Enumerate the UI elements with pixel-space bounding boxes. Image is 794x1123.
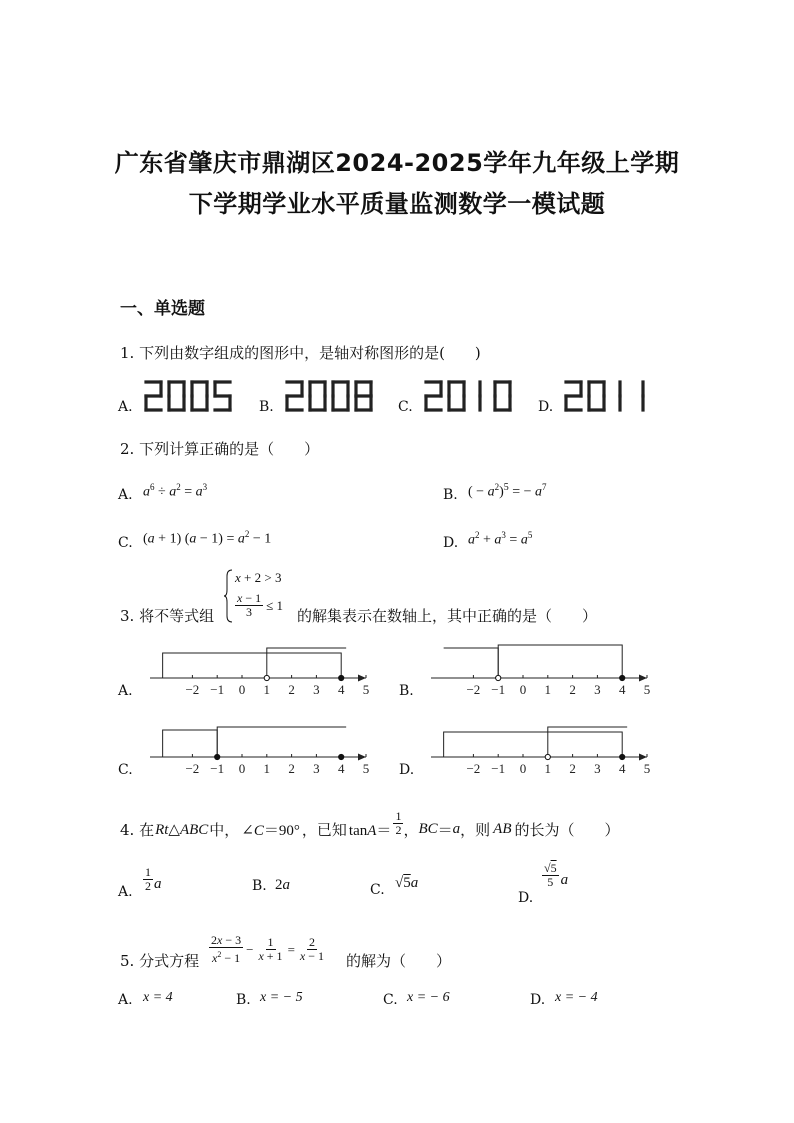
section-heading: 一、单选题 [120,299,205,319]
tick-label: 1 [544,682,552,697]
q4-tan: tanA＝ [348,823,392,839]
tick-label: 1 [263,761,271,776]
digit-glyph [215,382,230,410]
closed-dot [620,754,625,759]
q3-numberline-b [423,640,663,698]
closed-dot [620,675,625,680]
tick-label: 5 [362,682,370,697]
q1-label-a: A. [118,399,133,415]
q4-rt-triangle: Rt△ABC [155,822,209,838]
q2-label-c: C. [118,535,133,551]
tick-label: −2 [185,761,200,776]
q4-ab: AB [493,821,512,837]
q5-option-a: x = 4 [143,990,173,1005]
q3-label-b: B. [399,683,414,699]
tick-label: 5 [643,682,651,697]
q1-stem: 1. 下列由数字组成的图形中，是轴对称图形的是( ) [120,344,481,362]
q1-digits-c [422,378,522,414]
digit-glyph [495,382,510,410]
q4-stem-c: ，已知 [301,821,347,839]
q3-inequality-system: x + 2 > 3 $\frac{x - 1}{3}$ ≤ 1 [224,568,296,624]
q4-stem: 4. 在 Rt△ABC 中， ∠C＝90° ，已知 tanA＝ $\frac{1}{2}$ ， BC ＝ a ，则 AB 的长为（ ） [120,809,620,839]
tick-label: 4 [618,761,626,776]
q3-label-a: A. [118,683,133,699]
digit-glyph [589,382,604,410]
q2-option-b: ( − $a^2)^5$ = − $a^7$ [468,482,547,500]
tick-label: 4 [337,761,345,776]
digit-glyph [192,382,207,410]
tick-label: −2 [185,682,200,697]
q3-label-d: D. [399,762,415,778]
q4-stem-b: 中， [209,821,240,839]
tick-label: 1 [263,682,271,697]
q5-label-c: C. [383,992,398,1008]
q4-stem-f: 的长为（ ） [514,821,620,839]
solution-range [163,730,218,757]
axis-arrow [358,754,366,761]
q1-label-b: B. [259,399,274,415]
tick-label: 2 [288,682,295,697]
solution-range [444,732,623,757]
q4-label-d: D. [518,890,534,906]
tick-label: 4 [337,682,345,697]
digit-glyph [287,382,302,410]
solution-range [217,727,346,757]
q1-label-c: C. [398,399,413,415]
q3-numberline-d [423,719,663,777]
q5-option-d: x = − 4 [555,990,598,1005]
q1-label-d: D. [538,399,554,415]
q2-label-b: B. [443,487,458,503]
q3-numberline-c [142,719,382,777]
q4-stem-a: 4. 在 [120,821,155,839]
digit-glyph [426,382,441,410]
q5-equation: $\frac{2x - 3}{x^2 - 1}$ − $\frac{1}{x + 1}$ = $\frac{2}{x - 1}$ [211,933,325,965]
digit-glyph [310,382,325,410]
q2-option-a: $a^6 \div a^2 = a^3$ [143,482,208,500]
digit-glyph [356,382,371,410]
tick-label: 5 [362,761,370,776]
q4-option-d: $\frac{√5}{5}$ a [544,861,569,889]
q4-label-b: B. [252,878,267,894]
tick-label: −1 [210,682,225,697]
closed-dot [339,754,344,759]
tick-label: 5 [643,761,651,776]
axis-arrow [358,675,366,682]
q3-stem-pre: 3. 将不等式组 [120,607,215,625]
tick-label: 3 [313,682,320,697]
q3-stem-post: 的解集表示在数轴上，其中正确的是（ ） [297,607,598,625]
q3-label-c: C. [118,762,133,778]
tick-label: 2 [569,682,576,697]
q4-option-b: 2a [275,877,290,893]
q4-tan-value: $\frac{1}{2}$ [395,809,402,837]
q1-digits-d [562,378,662,414]
digit-glyph [146,382,161,410]
q4-stem-e: ，则 [460,821,491,839]
q1-digits-a [142,378,242,414]
q2-option-d: $a^2 + a^3 = a^5$ [468,530,533,548]
q4-label-a: A. [118,884,133,900]
closed-dot [339,675,344,680]
tick-label: 2 [569,761,576,776]
tick-label: 3 [313,761,320,776]
q5-label-b: B. [236,992,251,1008]
open-dot [545,754,550,759]
axis-arrow [639,754,647,761]
q2-label-a: A. [118,487,133,503]
digit-glyph [333,382,348,410]
tick-label: 0 [519,682,527,697]
q5-option-c: x = − 6 [407,990,450,1005]
q5-label-d: D. [530,992,546,1008]
doc-title-line2: 下学期学业水平质量监测数学一模试题 [188,190,606,218]
tick-label: 0 [238,682,246,697]
digit-glyph [449,382,464,410]
tick-label: −2 [466,761,481,776]
q4-label-c: C. [370,882,385,898]
solution-range [498,645,622,678]
solution-range [444,648,499,678]
open-dot [496,675,501,680]
q4-bc: BC [418,821,438,837]
q5-option-b: x = − 5 [260,990,303,1005]
tick-label: 4 [618,682,626,697]
axis-arrow [639,675,647,682]
q1-digits-b [283,378,383,414]
q4-angle-c: ∠C＝90° [241,823,300,839]
tick-label: −1 [491,761,506,776]
closed-dot [215,754,220,759]
solution-range [163,653,342,678]
tick-label: 0 [238,761,246,776]
tick-label: 3 [594,682,601,697]
doc-title-line1: 广东省肇庆市鼎湖区2024-2025学年九年级上学期 [114,149,680,177]
tick-label: 0 [519,761,527,776]
q2-label-d: D. [443,535,459,551]
q4-stem-d: ， [403,821,419,839]
q4-option-c: √5a [395,875,419,891]
digit-glyph [566,382,581,410]
q5-stem-pre: 5. 分式方程 [120,952,200,970]
tick-label: 3 [594,761,601,776]
tick-label: −1 [210,761,225,776]
tick-label: −1 [491,682,506,697]
digit-glyph [169,382,184,410]
q3-numberline-a [142,640,382,698]
q2-option-c: (a + 1) $(a - 1) = a^2 - 1$ [143,529,272,547]
tick-label: 2 [288,761,295,776]
q2-stem: 2. 下列计算正确的是（ ） [120,440,320,458]
q4-option-a: $\frac{1}{2}$ a [145,865,162,893]
tick-label: 1 [544,761,552,776]
tick-label: −2 [466,682,481,697]
open-dot [264,675,269,680]
q5-label-a: A. [118,992,133,1008]
q5-stem-post: 的解为（ ） [346,952,452,970]
